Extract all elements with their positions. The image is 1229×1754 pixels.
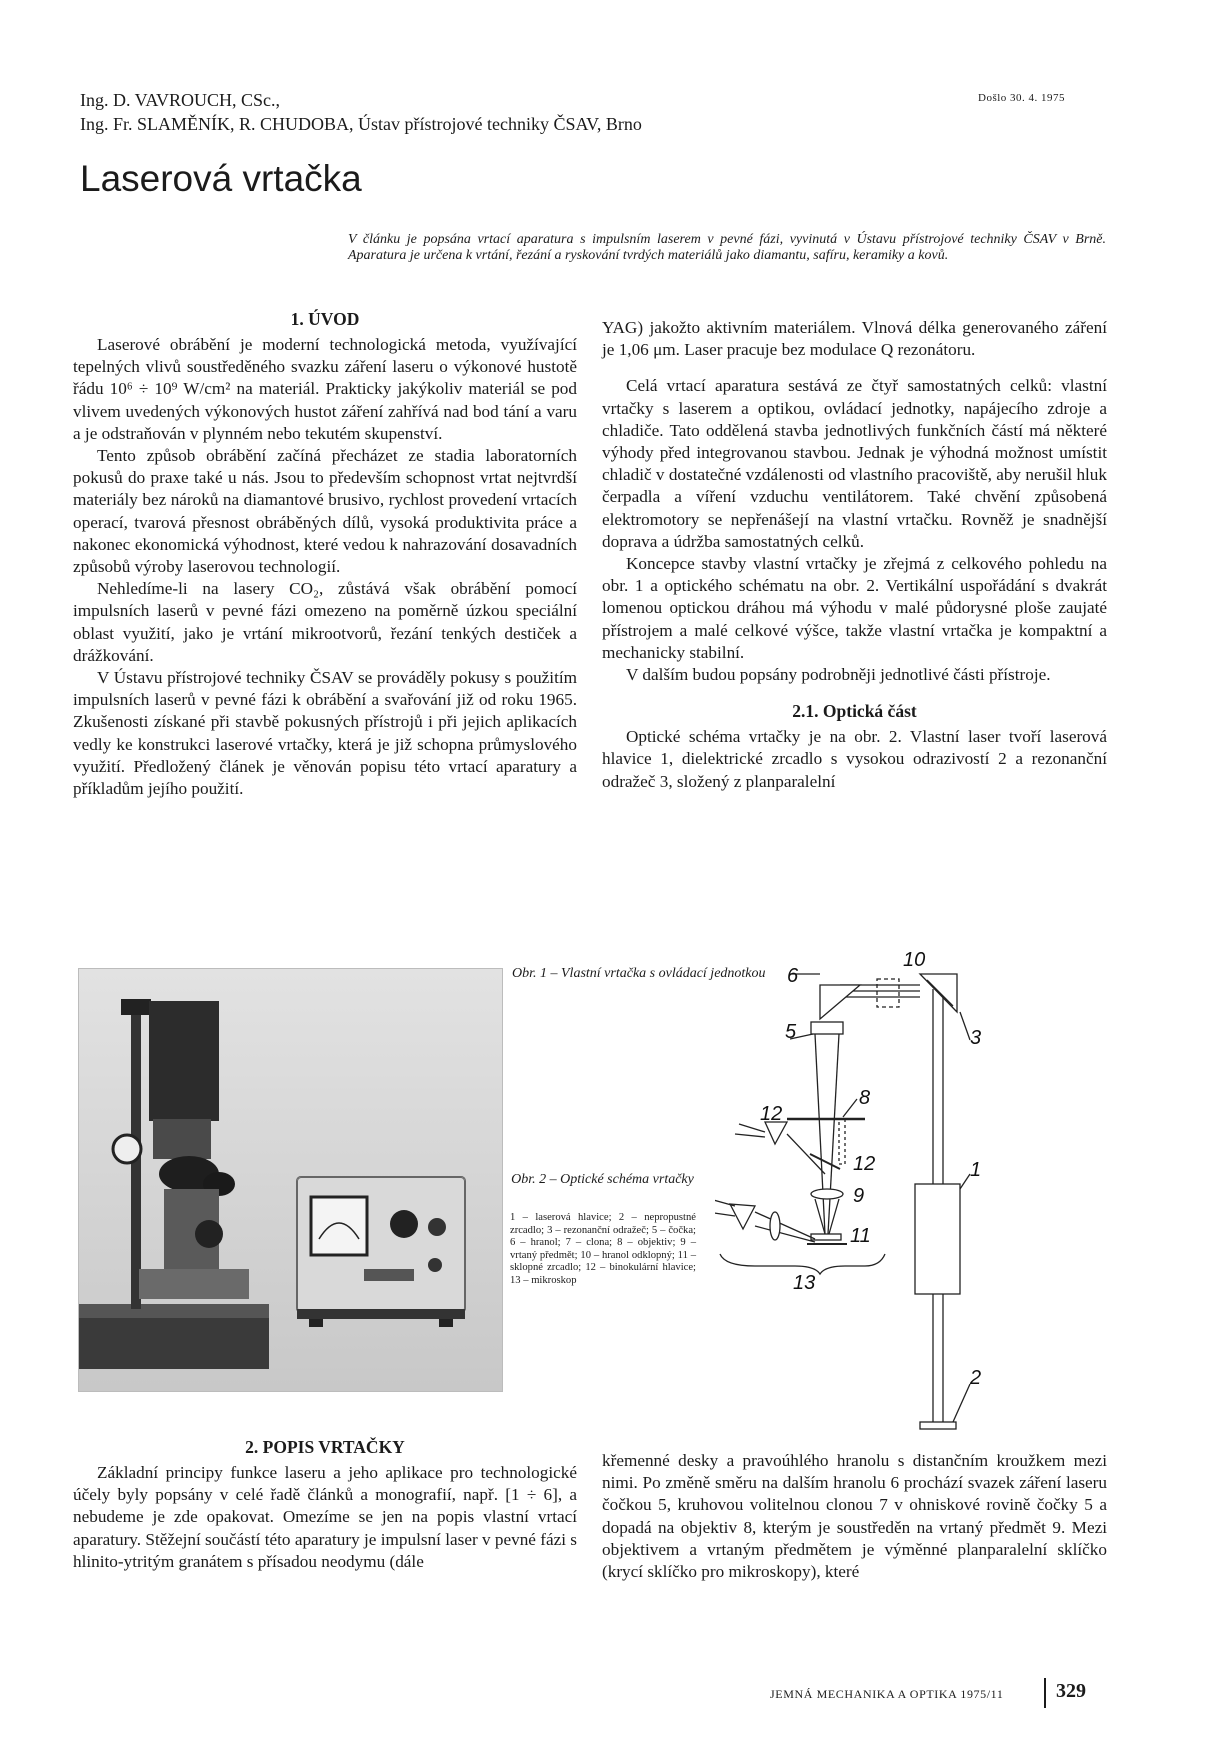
figure-2-schematic [715, 944, 1120, 1434]
paragraph: Laserové obrábění je moderní technologická metoda, využívající tepelných vlivů soustředěného svazku záření laseru o výkonové hustotě řádu 10⁶ ÷ 10⁹ W/cm² na materiál. Prakticky jakýkoliv materiál se pod vlivem uvedených výkonových hustot záření zahřívá nad bod tání a varu a je odstraňován v plynném nebo tekutém skupenství. [73, 335, 577, 443]
optical-schematic-diagram [715, 944, 1120, 1434]
figure-1-photo [78, 968, 503, 1392]
schematic-label-12: 12 [760, 1103, 783, 1125]
figure-1-caption: Obr. 1 – Vlastní vrtačka s ovládací jednotkou [512, 966, 766, 981]
schematic-label-8: 9 [853, 1185, 865, 1207]
drill-photo-image [79, 969, 502, 1391]
paragraph: Koncepce stavby vlastní vrtačky je zřejmá z celkového pohledu na obr. 1 a optického schématu na obr. 2. Vertikální uspořádání s dvakrát lomenou optickou dráhou má výhodu v malé půdorysné ploše zaujaté přístrojem a malé celkové výšce, takže vlastní vrtačka je kompaktní a mechanicky stabilní. [602, 554, 1107, 662]
schematic-label-7: 8 [859, 1087, 871, 1109]
journal-footer: JEMNÁ MECHANIKA A OPTIKA 1975/11 [770, 1687, 1004, 1701]
figure-2-legend: 1 – laserová hlavice; 2 – nepropustné zrcadlo; 3 – rezonanční odražeč; 5 – čočka; 6 – hranol; 7 – clona; 8 – objektiv; 9 – vrtaný předmět; 10 – hranol odklopný; 11 – sklopné zrcadlo; 12 – binokulární hlavice; 13 – mikroskop [510, 1212, 696, 1286]
author-block [80, 88, 642, 136]
paragraph: Nehledíme-li na lasery CO₂, zůstává však obrábění pomocí impulsních laserů v pevné fázi omezeno na poměrně úzkou speciální oblast využití, jako je vrtání mikrootvorů, řezání tenkých destiček a drážkování. [73, 579, 577, 665]
schematic-label-1: 1 [970, 1159, 982, 1181]
page-number: 329 [1056, 1680, 1086, 1702]
author-line-2: Ing. Fr. SLAMĚNÍK, R. CHUDOBA, Ústav přístrojové techniky ČSAV, Brno [80, 114, 642, 134]
abstract: V článku je popsána vrtací aparatura s impulsním laserem v pevné fázi, vyvinutá v Ústavu přístrojové techniky ČSAV v Brně. Aparatura je určena k vrtání, řezání a ryskování tvrdých materiálů jako diamantu, safíru, keramiky a kovů. [348, 232, 1106, 263]
schematic-label-11: 12 [853, 1153, 876, 1175]
paragraph: křemenné desky a pravoúhlého hranolu s distančním kroužkem mezi nimi. Po změně směru na dalším hranolu 6 prochází svazek záření laseru čočkou 5, kruhovou volitelnou clonou 7 v ohniskové rovině čočky 5 a dopadá na objektiv 8, kterým je soustředěn na vrtaný předmět 9. Mezi objektivem a vrtaným předmětem je výměnné planparalelní sklíčko (krycí sklíčko pro mikroskopy), které [602, 1451, 1107, 1582]
footer-divider [1044, 1678, 1046, 1708]
article-title: Laserová vrtačka [80, 158, 362, 199]
schematic-label-5: 5 [785, 1021, 797, 1043]
schematic-label-10: 10 [903, 949, 926, 971]
bottom-left-column [73, 1436, 577, 1573]
paragraph: V Ústavu přístrojové techniky ČSAV se prováděly pokusy s použitím impulsních laserů v pevné fázi k obrábění a svařování již od roku 1965. Zkušenosti získané při stavbě pokusných přístrojů i při jejich aplikacích vedly ke konstrukci laserové vrtačky, která je již schopna průmyslového využití. Předložený článek je věnován popisu této vrtací aparatury a příkladům jejího použití. [73, 668, 577, 799]
paragraph: Optické schéma vrtačky je na obr. 2. Vlastní laser tvoří laserová hlavice 1, dielektrické zrcadlo s vysokou odrazivostí 2 a rezonanční odražeč 3, složený z planparalelní [602, 727, 1107, 791]
paragraph: YAG) jakožto aktivním materiálem. Vlnová délka generovaného záření je 1,06 μm. Laser pracuje bez modulace Q rezonátoru. [602, 318, 1107, 360]
paragraph: V dalším budou popsány podrobněji jednotlivé části přístroje. [626, 665, 1051, 685]
paragraph: Celá vrtací aparatura sestává ze čtyř samostatných celků: vlastní vrtačky s laserem a optikou, ovládací jednotky, napájecího zdroje a chladiče. Tato oddělená stavba jednotlivých funkčních částí má některé výhody před integrovanou stavbou. Jednak je výhodná možnost umístit chladič v dostatečné vzdálenosti od vlastního pracoviště, aby nerušil hluk čerpadla a víření vzduchu ventilátorem. Také chvění způsobená elektromotory se nepřenášejí na vlastní vrtačku. Rovněž je snadnější doprava a údržba samostatných celků. [602, 376, 1107, 551]
received-date: Došlo 30. 4. 1975 [978, 92, 1066, 104]
left-column [73, 308, 577, 800]
right-column [602, 317, 1107, 793]
schematic-label-3: 3 [970, 1027, 982, 1049]
author-line-1: Ing. D. VAVROUCH, CSc., [80, 90, 281, 110]
schematic-label-13-visible: 13 [793, 1272, 816, 1294]
schematic-label-2: 2 [970, 1367, 982, 1389]
schematic-label-6: 6 [787, 965, 799, 987]
subsection-heading-opticka-cast: 2.1. Optická část [792, 701, 917, 722]
schematic-label-9: 11 [850, 1225, 871, 1247]
bottom-right-column [602, 1450, 1107, 1583]
paragraph: Základní principy funkce laseru a jeho aplikace pro technologické účely byly popsány v celé řadě článků a monografií, např. [1 ÷ 6], a nebudeme je zde opakovat. Omezíme se jen na popis vlastní vrtací aparatury. Stěžejní součástí této aparatury je impulsní laser v pevné fázi s hlinito-ytritým granátem s přísadou neodymu (dále [73, 1463, 577, 1571]
figure-2-caption: Obr. 2 – Optické schéma vrtačky [511, 1172, 694, 1187]
paragraph: Tento způsob obrábění začíná přecházet ze stadia laboratorních pokusů do praxe také u nás. Jsou to především schopnost vrtat nejtvrdší materiály bez nároků na diamantové brusivo, rychlost provedení vrtacích operací, tvarová přesnost obráběných dílů, vysoká produktivita práce a nakonec ekonomická výhodnost, které vedou k nahrazování dosavadních způsobů výroby laserovou technologií. [73, 446, 577, 577]
section-heading-uvod: 1. ÚVOD [290, 309, 360, 329]
section-heading-popis-vrtacky: 2. POPIS VRTAČKY [245, 1437, 405, 1457]
